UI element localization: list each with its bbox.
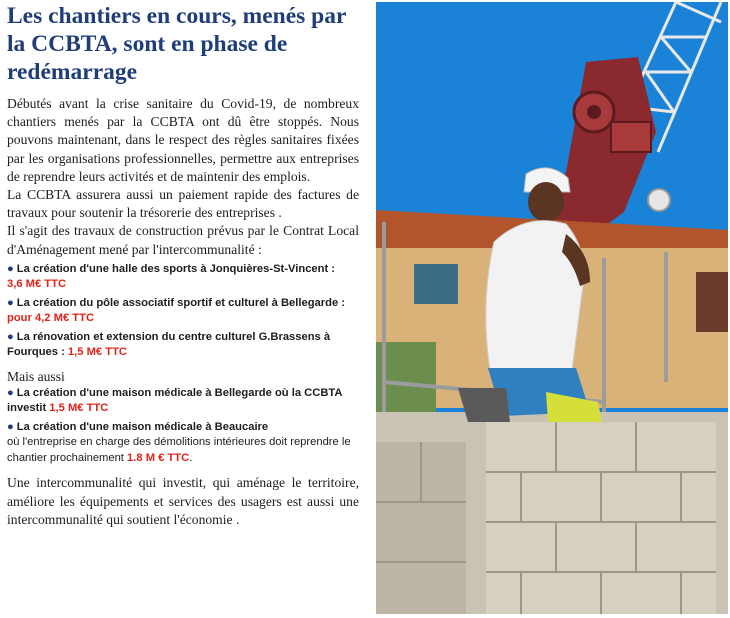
construction-photo (376, 2, 728, 614)
article-column (7, 2, 359, 529)
mais-aussi-label: Mais aussi (7, 368, 65, 384)
intro-paragraph-2: La CCBTA assurera aussi un paiement rapide des factures de travaux pour soutenir la trésorerie des entreprises . (7, 187, 359, 221)
construction-site-illustration (376, 2, 728, 614)
project-label: La création d'une maison médicale à Bellegarde où la CCBTA investit (7, 386, 343, 415)
bullet-icon: ● (7, 296, 14, 309)
list-item (7, 330, 359, 361)
project-amount: 3,6 M€ TTC (7, 278, 67, 291)
project-list-2 (7, 386, 359, 467)
list-item (7, 420, 359, 467)
house-window (414, 264, 458, 304)
article-conclusion: Une intercommunalité qui investit, qui aménage le territoire, améliore les équipements et services des usagers est aussi une intercommunalité qui soutient l'économie . (7, 475, 359, 527)
project-label: La création d'une maison médicale à Beaucaire (16, 420, 269, 433)
project-label: La création d'une halle des sports à Jonquières-St-Vincent : (16, 262, 336, 275)
list-item (7, 262, 359, 293)
project-amount: 1,5 M€ TTC (67, 346, 127, 359)
article-title: Les chantiers en cours, menés par la CCBTA, sont en phase de redémarrage (7, 3, 346, 85)
bullet-icon: ● (7, 386, 14, 399)
project-amount: 1,5 M€ TTC (49, 402, 109, 415)
project-amount: pour 4,2 M€ TTC (7, 312, 95, 325)
intro-paragraph-3: Il s'agit des travaux de construction prévus par le Contrat Local d'Aménagement mené par l'intercommunalité : (7, 223, 359, 257)
project-amount: 1.8 M € TTC (127, 451, 190, 464)
project-label: La rénovation et extension du centre culturel G.Brassens à Fourques : (7, 330, 331, 359)
shutter (696, 272, 728, 332)
bullet-icon: ● (7, 330, 14, 343)
sentence-end: . (189, 451, 193, 464)
project-list (7, 262, 359, 361)
cinder-block-wall (376, 412, 728, 614)
list-item (7, 296, 359, 327)
project-note: où l'entreprise en charge des démolitions intérieures doit reprendre le chantier prochainement (7, 436, 351, 464)
project-label: La création du pôle associatif sportif et culturel à Bellegarde : (16, 296, 346, 309)
intro-paragraph-1: Débutés avant la crise sanitaire du Covid-19, de nombreux chantiers menés par la CCBTA ont dû être stoppés. Nous pouvons maintenant, dans le respect des règles sanitaires fixées par les organisations professionnelles, permettre aux entreprises de reprendre leurs activités et de maintenir des emplois. (7, 96, 359, 184)
bullet-icon: ● (7, 420, 14, 433)
list-item (7, 386, 359, 417)
bullet-icon: ● (7, 262, 14, 275)
article-intro (7, 95, 359, 259)
